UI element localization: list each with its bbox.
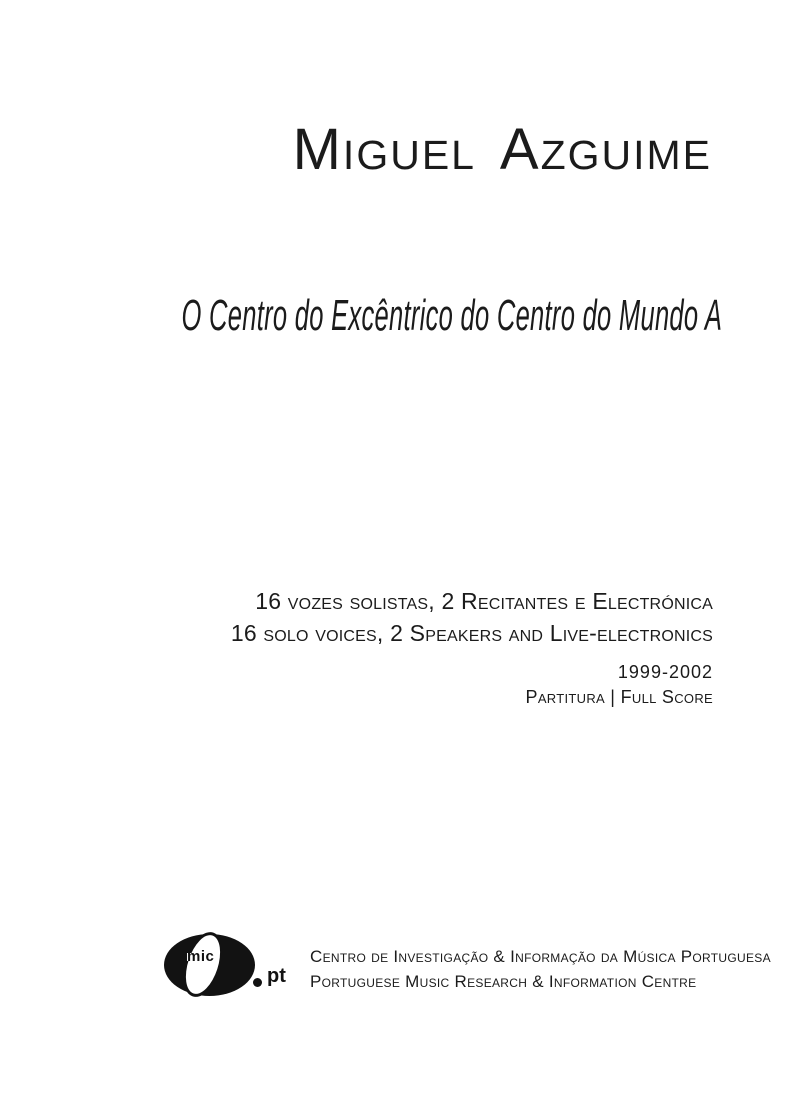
- work-title: [0, 291, 722, 341]
- composer-name: Miguel Azguime: [292, 117, 712, 182]
- work-title-text: O Centro do Excêntrico do Centro do Mundo A: [181, 291, 722, 340]
- logo-bullet-dot-icon: [253, 978, 262, 987]
- instrumentation-english: 16 solo voices, 2 Speakers and Live-electronics: [230, 620, 713, 646]
- edition-label: Partitura | Full Score: [525, 687, 713, 707]
- logo-mic-label: mic: [187, 948, 215, 965]
- mic-pt-logo-icon: [160, 925, 310, 1005]
- publisher-name-portuguese: Centro de Investigação & Informação da Música Portuguesa: [310, 947, 771, 966]
- instrumentation-portuguese: 16 vozes solistas, 2 Recitantes e Electrónica: [255, 588, 713, 614]
- publisher-names: [310, 944, 771, 994]
- publisher-name-english: Portuguese Music Research & Information Centre: [310, 972, 697, 991]
- credits-block: [231, 585, 713, 709]
- composition-years: 1999-2002: [617, 662, 713, 682]
- logo-pt-label: pt: [267, 965, 286, 987]
- publisher-footer: [160, 925, 771, 1005]
